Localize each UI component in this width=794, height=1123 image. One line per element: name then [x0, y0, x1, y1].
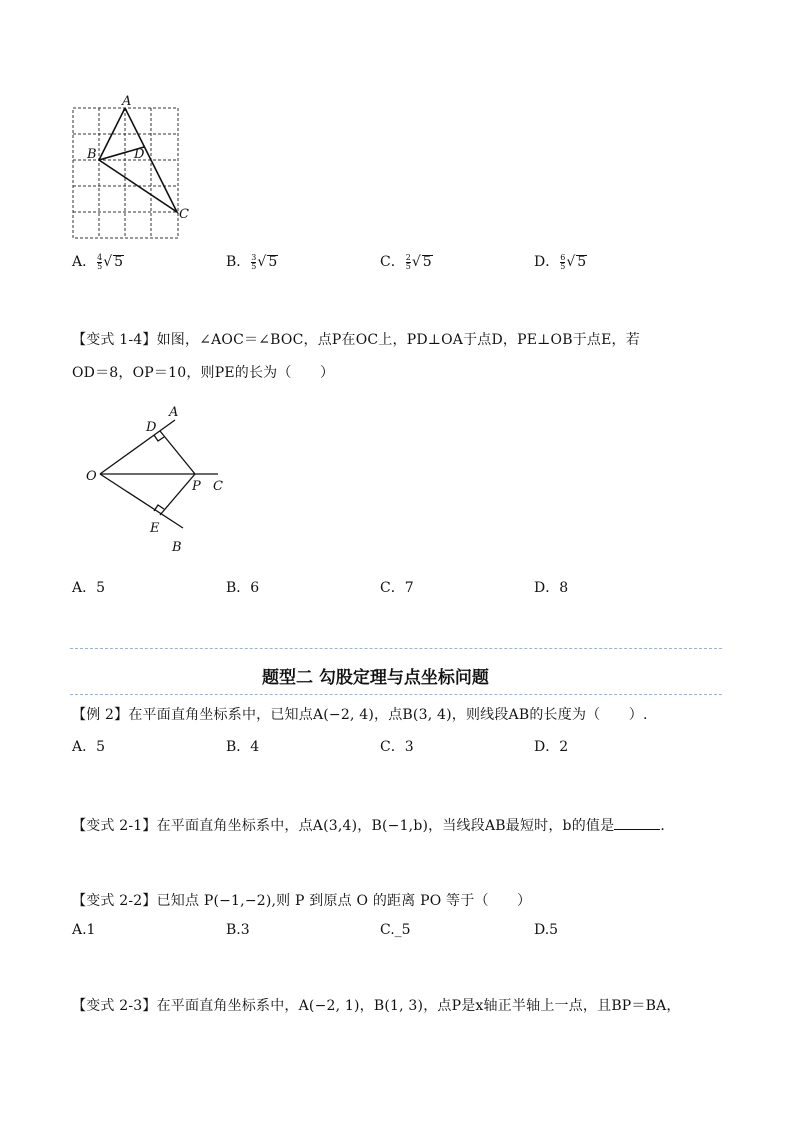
- q14-choice-b[interactable]: B．6: [226, 580, 260, 596]
- ex2-choice-b[interactable]: B．4: [226, 739, 260, 755]
- label-p: P: [192, 479, 201, 494]
- label-d: D: [134, 147, 145, 162]
- question-2-2: 【变式 2-2】已知点 P(−1,−2),则 P 到原点 O 的距离 PO 等于（ ）: [72, 893, 532, 909]
- section-divider-bottom: [70, 694, 722, 695]
- q14-choice-a[interactable]: A．5: [72, 580, 106, 596]
- choice-b[interactable]: B． $\frac{3}{5}$ √ 5: [226, 252, 278, 271]
- label-c: C: [179, 207, 189, 222]
- q22-choice-b[interactable]: B.3: [226, 922, 250, 938]
- label-a2: A: [169, 405, 179, 420]
- question-1-4-line2: OD＝8，OP＝10，则PE的长为（ ）: [72, 365, 335, 381]
- choice-c[interactable]: C． $\frac{2}{5}$ √ 5: [380, 252, 432, 271]
- q14-choice-d[interactable]: D．8: [534, 580, 569, 596]
- example-2-text: 【例 2】在平面直角坐标系中，已知点A(−2, 4)，点B(3, 4)，则线段AB的长度为（ ）.: [72, 707, 648, 723]
- angle-bisector-figure: [80, 400, 240, 560]
- label-a: A: [122, 94, 132, 109]
- answer-blank[interactable]: [614, 817, 660, 830]
- q22-choice-d[interactable]: D.5: [534, 922, 559, 938]
- choice-a[interactable]: A． $\frac{4}{5}$ √ 5: [72, 252, 124, 271]
- label-e: E: [150, 521, 160, 536]
- label-c2: C: [213, 479, 223, 494]
- section-divider-top: [70, 648, 722, 649]
- label-b2: B: [172, 540, 182, 555]
- ex2-choice-d[interactable]: D．2: [534, 739, 569, 755]
- question-2-3: 【变式 2-3】在平面直角坐标系中，A(−2, 1)，B(1, 3)，点P是x轴正半轴上一点，且BP＝BA，: [72, 998, 681, 1014]
- question-2-1: 【变式 2-1】在平面直角坐标系中，点A(3,4)，B(−1,b)，当线段AB最短时，b的值是 ．: [72, 818, 675, 834]
- ex2-choice-c[interactable]: C．3: [380, 739, 414, 755]
- question-1-4-line1: 【变式 1-4】如图，∠AOC＝∠BOC，点P在OC上，PD⊥OA于点D，PE⊥OB于点E，若: [72, 332, 640, 348]
- q22-choice-c[interactable]: C._5: [380, 922, 411, 938]
- grid-triangle-figure: [60, 92, 200, 242]
- label-d2: D: [146, 420, 157, 435]
- choice-d[interactable]: D． $\frac{6}{5}$ √ 5: [534, 252, 587, 271]
- label-o: O: [86, 469, 97, 484]
- label-b: B: [87, 147, 97, 162]
- section-title: 题型二 勾股定理与点坐标问题: [262, 668, 489, 688]
- q14-choice-c[interactable]: C．7: [380, 580, 414, 596]
- q22-choice-a[interactable]: A.1: [72, 922, 96, 938]
- ex2-choice-a[interactable]: A．5: [72, 739, 106, 755]
